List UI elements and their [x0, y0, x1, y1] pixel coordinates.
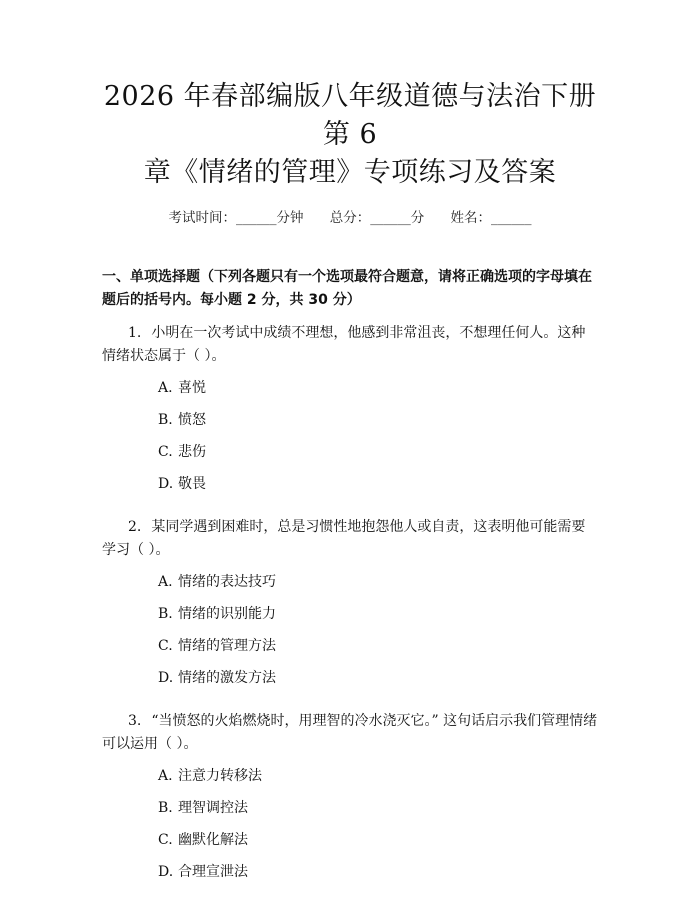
option-letter: C.	[158, 444, 173, 460]
option-text: 敬畏	[178, 476, 206, 492]
option-text: 情绪的激发方法	[178, 670, 276, 686]
question-text	[102, 710, 598, 756]
title-line-2: 章《情绪的管理》专项练习及答案	[143, 157, 557, 188]
option-letter: B.	[158, 606, 173, 622]
option-d	[102, 474, 598, 506]
option-letter: A.	[158, 768, 173, 784]
option-letter: A.	[158, 574, 173, 590]
option-b	[102, 604, 598, 636]
option-letter: B.	[158, 412, 173, 428]
option-text: 情绪的表达技巧	[178, 574, 276, 590]
document-title	[102, 78, 598, 192]
question-text	[102, 322, 598, 368]
option-text: 悲伤	[178, 444, 206, 460]
option-text: 情绪的管理方法	[178, 638, 276, 654]
option-letter: B.	[158, 800, 173, 816]
option-list	[102, 766, 598, 894]
option-c	[102, 442, 598, 474]
option-list	[102, 378, 598, 506]
question-1	[102, 322, 598, 506]
option-text: 喜悦	[178, 380, 206, 396]
question-number: 2.	[128, 519, 142, 535]
option-letter: D.	[158, 476, 174, 492]
option-a	[102, 378, 598, 410]
option-b	[102, 798, 598, 830]
exam-info	[102, 208, 598, 228]
option-list	[102, 572, 598, 700]
question-3	[102, 710, 598, 894]
option-a	[102, 572, 598, 604]
option-text: 合理宣泄法	[178, 864, 248, 880]
question-number: 1.	[128, 325, 142, 341]
option-d	[102, 668, 598, 700]
option-letter: D.	[158, 864, 174, 880]
option-c	[102, 830, 598, 862]
option-text: 理智调控法	[178, 800, 248, 816]
exam-score: 总分：______分	[329, 210, 425, 226]
option-text: 情绪的识别能力	[178, 606, 276, 622]
question-2	[102, 516, 598, 700]
option-letter: C.	[158, 638, 173, 654]
title-line-1: 2026 年春部编版八年级道德与法治下册第 6	[103, 81, 597, 150]
option-d	[102, 862, 598, 894]
question-text	[102, 516, 598, 562]
exam-time: 考试时间：______分钟	[168, 210, 304, 226]
option-text: 注意力转移法	[178, 768, 262, 784]
question-body: “当愤怒的火焰燃烧时，用理智的冷水浇灭它。” 这句话启示我们管理情绪可以运用（ ）。	[102, 713, 598, 752]
question-body: 小明在一次考试中成绩不理想，他感到非常沮丧，不想理任何人。这种情绪状态属于（ ）。	[102, 325, 586, 364]
option-letter: D.	[158, 670, 174, 686]
option-letter: A.	[158, 380, 173, 396]
question-number: 3.	[128, 713, 142, 729]
section-heading: 一、单项选择题（下列各题只有一个选项最符合题意，请将正确选项的字母填在题后的括号内。每小题 2 分，共 30 分）	[102, 269, 592, 308]
question-body: 某同学遇到困难时，总是习惯性地抱怨他人或自责，这表明他可能需要学习（ ）。	[102, 519, 586, 558]
option-c	[102, 636, 598, 668]
option-a	[102, 766, 598, 798]
option-letter: C.	[158, 832, 173, 848]
option-text: 愤怒	[178, 412, 206, 428]
exam-name: 姓名：______	[450, 210, 532, 226]
option-b	[102, 410, 598, 442]
option-text: 幽默化解法	[178, 832, 248, 848]
